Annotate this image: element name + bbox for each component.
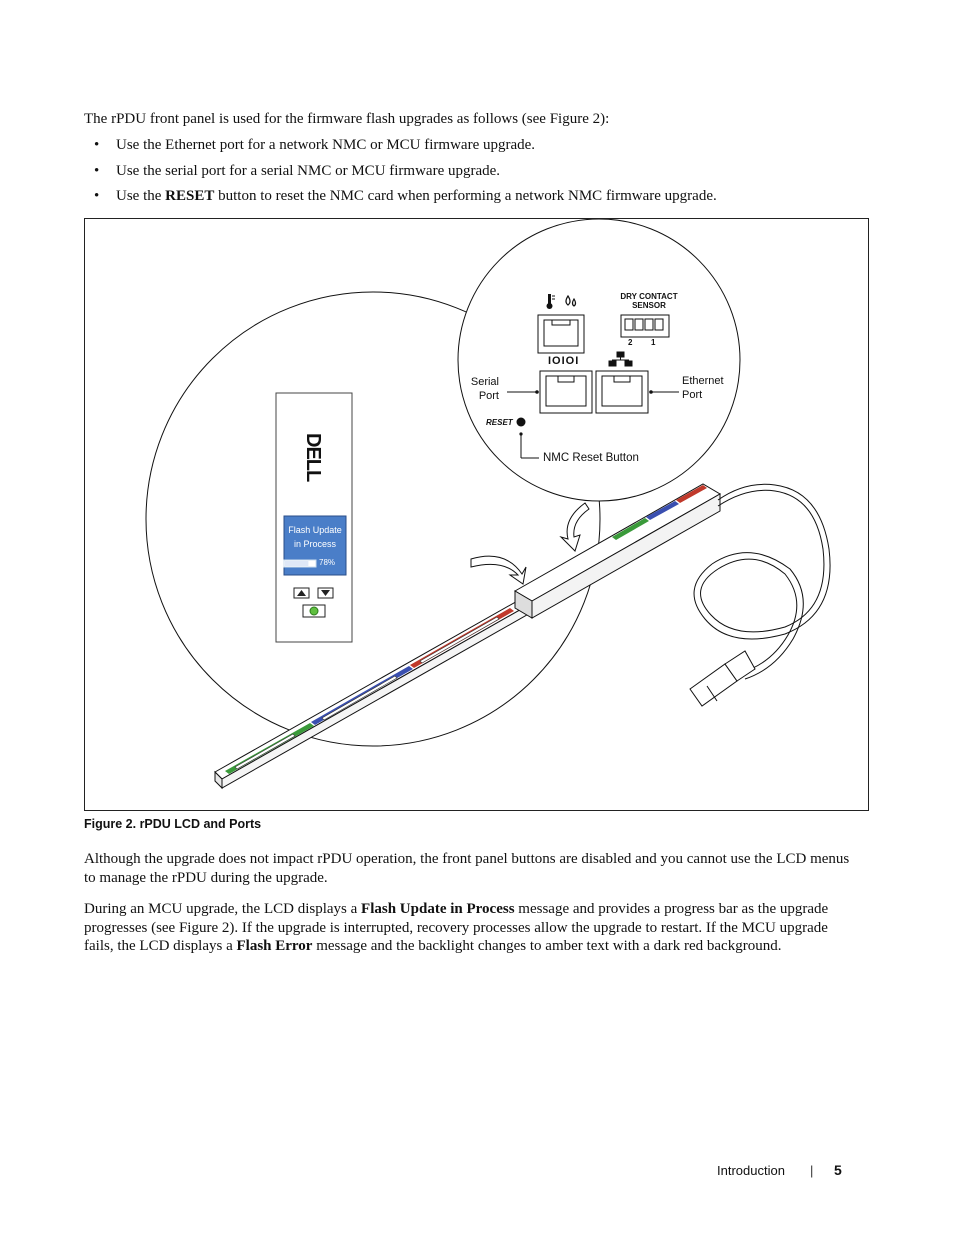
dell-logo: DELL xyxy=(302,433,324,482)
lcd-progress-text: 78% xyxy=(319,558,336,567)
serial-port-label: Serial Port xyxy=(470,376,499,402)
bullet-item: • Use the serial port for a serial NMC or MCU firmware upgrade. xyxy=(94,162,501,179)
ethernet-port-label: Ethernet Port xyxy=(682,375,724,401)
lcd-progress-fill xyxy=(285,561,308,566)
serial-symbol: IOIOI xyxy=(548,355,580,367)
dry-contact-label: DRY CONTACT SENSOR xyxy=(620,292,678,310)
sensor-number-2: 2 xyxy=(628,338,633,347)
ethernet-port-icon xyxy=(596,371,648,413)
bullet-item: • Use the Ethernet port for a network NMC or MCU firmware upgrade. xyxy=(94,137,536,153)
reset-button xyxy=(517,418,526,427)
lcd-line2: in Process xyxy=(293,539,337,549)
figure-2 xyxy=(84,218,869,811)
nmc-reset-label: NMC Reset Button xyxy=(543,452,639,464)
sensor-number-1: 1 xyxy=(651,338,656,347)
rpdu-illustration xyxy=(85,219,868,810)
status-led-icon xyxy=(310,607,318,615)
paragraph-mcu-upgrade: During an MCU upgrade, the LCD displays a Flash Update in Process message and provides a progress bar as the upgrade progresses (see Figure 2). If the upgrade is interrupted, recovery processes allow the upgrade to restart. If the MCU upgrade fails, the LCD displays a Flash Error message and the backlight changes to amber text with a dark red background. xyxy=(84,901,829,954)
intro-paragraph: The rPDU front panel is used for the firmware flash upgrades as follows (see Figure 2): xyxy=(84,111,610,127)
footer-separator: | xyxy=(810,1163,814,1178)
paragraph-upgrade-impact: Although the upgrade does not impact rPDU operation, the front panel buttons are disabled and you cannot use the LCD menus to manage the rPDU during the upgrade. xyxy=(84,851,850,886)
page-number: 5 xyxy=(834,1162,842,1178)
figure-caption: Figure 2. rPDU LCD and Ports xyxy=(84,817,262,831)
lcd-line1: Flash Update xyxy=(288,525,342,535)
bullet-item: • Use the RESET button to reset the NMC card when performing a network NMC firmware upgrade. xyxy=(94,188,717,204)
serial-port-icon xyxy=(540,371,592,413)
bullet-list xyxy=(92,136,717,213)
reset-label: RESET xyxy=(486,418,513,427)
footer-section: Introduction xyxy=(717,1163,785,1178)
